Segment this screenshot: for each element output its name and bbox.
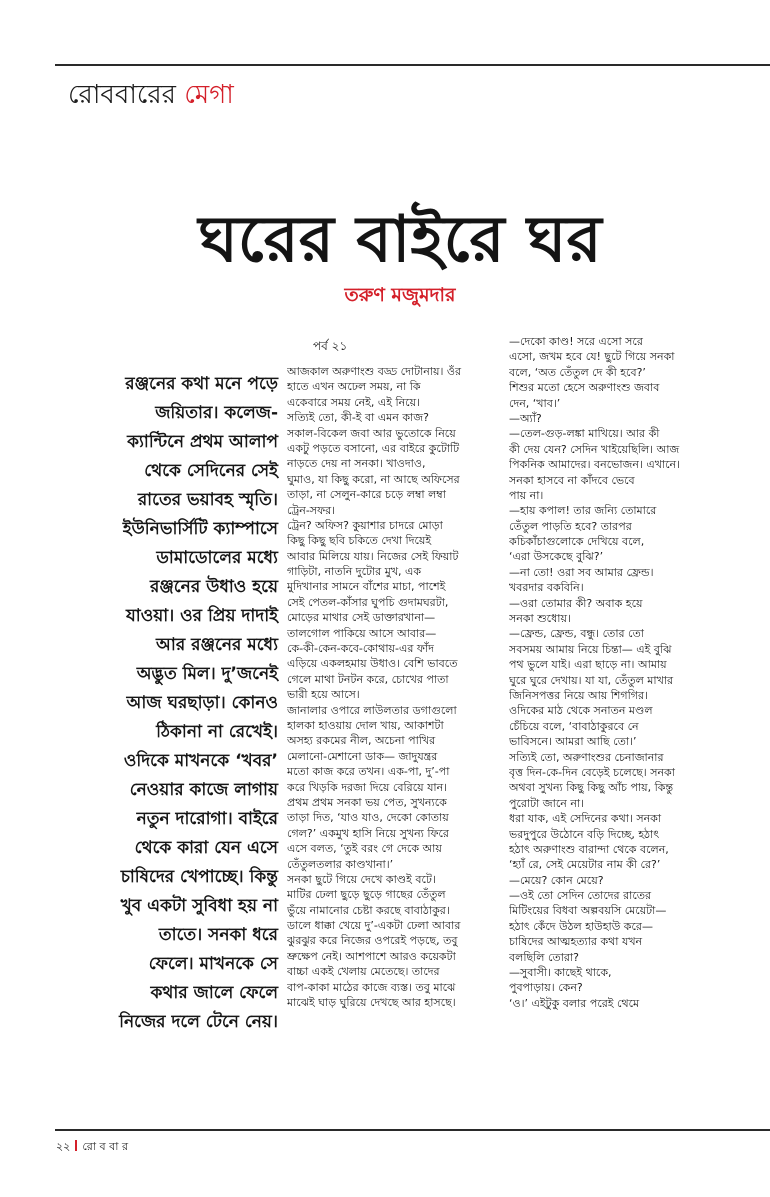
pullquote-line: ওদিকে মাখনকে ‘খবর’ [123, 751, 278, 771]
body-text-line: সনকা ছুটে গিয়ে দেখে কাণ্ডই বটে। [287, 872, 436, 886]
pullquote-line: যাওয়া। ওর প্রিয় দাদাই [125, 606, 278, 626]
footer-rule [55, 1129, 770, 1131]
body-text-line: গেল?’ একমুখ হাসি নিয়ে সুখন্য ফিরে [287, 826, 449, 840]
body-text-line: তাড়া দিত, ‘যাও যাও, দেকো কোতায় [287, 811, 449, 825]
pullquote-line: জয়িতার। কলেজ- [155, 403, 278, 423]
body-text-line: চাষিদের আত্মহত্যার কথা যখন [509, 935, 643, 949]
body-text-line: —ওই তো সেদিন তোদের রাতের [509, 889, 652, 903]
body-text-line: একটু পড়তে বসানো, এর বাইরে কুটোটি [287, 441, 460, 455]
body-text-line: হঠাৎ কেঁদে উঠল হাউহাউ করে— [509, 919, 653, 933]
pullquote-line: তাতে। সনকা ধরে [158, 925, 278, 945]
body-text-line: —দেকো কাণ্ড! সরে এসো সরে [509, 335, 643, 348]
pullquote-line: রঞ্জনের কথা মনে পড়ে [125, 374, 278, 394]
footer-divider [75, 1140, 77, 1151]
body-text-line: অথবা সুখন্য কিছু কিছু আঁচ পায়, কিন্তু [509, 781, 674, 795]
body-text-line: জানালার ওপারে লাউলতার ডগাগুলো [287, 703, 457, 717]
pullquote-line: অদ্ভুত মিল। দু’জনেই [136, 664, 278, 684]
body-text-line: আবার মিলিয়ে যায়। নিজের সেই ফিয়াট [287, 549, 459, 563]
body-text-line: বলে, ‘অত তেঁতুল দে কী হবে?’ [509, 365, 646, 379]
body-text-line: সবসময় আমায় নিয়ে চিন্তা— এই বুঝি [509, 642, 672, 656]
body-text-line: পুবপাড়ায়। কেন? [509, 981, 583, 995]
top-rule [55, 64, 770, 66]
body-text-line: কিছু কিছু ছবি চকিতে দেখা দিয়েই [287, 534, 432, 548]
body-text-line: কচিকাঁচাগুলোকে দেখিয়ে বলে, [509, 535, 645, 549]
body-text-line: কে-কী-কেন-কবে-কোথায়-এর ফাঁদ [287, 642, 434, 656]
body-text-line: —তেল-গুড়-লঙ্কা মাখিয়ে। আর কী [509, 427, 660, 441]
body-text-line: মাঝেই ঘাড় ঘুরিয়ে দেখছে আর হাসছে। [287, 996, 456, 1010]
body-text-line: জিনিসপত্তর নিয়ে আয় শিগগির। [509, 688, 648, 702]
body-text-line: আজকাল অরুণাংশু বড্ড দোটানায়। ওঁর [287, 365, 462, 378]
body-text-line: পিকনিক আমাদের। বনভোজন। এখানে। [509, 458, 681, 472]
body-text-line: ভ্রুক্ষেপ নেই। আশপাশে আরও কয়েকটা [287, 949, 456, 963]
body-text-line: প্রথম প্রথম সনকা ভয় পেত, সুখন্যকে [287, 795, 447, 809]
pullquote-line: ডামাডোলের মধ্যে [156, 548, 278, 568]
body-text-line: ‘হ্যাঁ রে, সেই মেয়েটার নাম কী রে?’ [509, 858, 661, 872]
body-text-line: সনকা শুধোয়। [509, 612, 571, 626]
body-text-line: তাড়া, না সেলুন-কারে চড়ে লম্বা লম্বা [287, 488, 446, 502]
pullquote-line: কথার জালে ফেলে [150, 983, 278, 1003]
body-text-line: মাটির ঢেলা ছুড়ে ছুড়ে গাছের তেঁতুল [287, 888, 446, 902]
body-text-line: ভুঁয়ে নামানোর চেষ্টা করছে বাবাঠাকুর। [287, 903, 450, 917]
body-text-line: ঝুরঝুর করে নিজের ওপরেই পড়ছে, তবু [287, 934, 458, 948]
pullquote-line: আর রঞ্জনের মধ্যে [156, 635, 278, 655]
body-text-line: —সুবাসী। কাছেই থাকে, [509, 966, 612, 980]
body-text-line: গেলে মাথা টনটন করে, চোখের পাতা [287, 672, 449, 686]
body-text-line: চেঁচিয়ে বলে, ‘বাবাঠাকুরবে নে [509, 719, 639, 733]
pullquote-line: খুব একটা সুবিধা হয় না [120, 896, 278, 916]
pullquote-line: ফেলে। মাখনকে সে [148, 954, 278, 974]
body-text-line: সত্যিই তো, অরুণাংশুর চেনাজানার [509, 750, 664, 764]
body-text-line: এসে বলত, ‘তুই বরং গে দেকে আয় [287, 842, 442, 856]
body-text-line: ট্রেন-সফর। [287, 503, 336, 517]
section-header-main: রোববারের [68, 80, 176, 110]
body-column-right [509, 334, 731, 1011]
pullquote-line: আজ ঘরছাড়া। কোনও [126, 693, 278, 713]
body-text-line: এড়িয়ে একলহমায় উধাও। বেশি ভাবতে [287, 657, 458, 671]
body-text-line: বাচ্চা একই খেলায় মেতেছে। তাদের [287, 965, 440, 979]
body-text-line: খবরদার বকবিনি। [509, 581, 584, 595]
body-text-line: এসো, জখম হবে যে! ছুটে গিয়ে সনকা [509, 350, 675, 364]
body-text-line: পায় না। [509, 488, 544, 502]
pullquote-line: চাষিদের খেপাচ্ছে। কিন্তু [120, 867, 278, 887]
body-text-line: ভারী হয়ে আসে। [287, 688, 360, 702]
body-text-line: ওদিকের মাঠ থেকে সনাতন মণ্ডল [509, 704, 653, 718]
body-text-line: হাতে এখন অঢেল সময়, না কি [287, 380, 421, 394]
body-text-line: তালগোল পাকিয়ে আসে আবার— [287, 626, 437, 640]
body-text-line: নাড়তে দেয় না সনকা। খাওদাও, [287, 457, 426, 471]
body-text-line: সনকা হাসবে না কাঁদবে ভেবে [509, 473, 635, 487]
pullquote-line: নেওয়ার কাজে লাগায় [129, 780, 278, 800]
body-text-line: করে খিড়কি দরজা দিয়ে বেরিয়ে যান। [287, 780, 448, 794]
body-text-line: —অ্যাঁ? [509, 411, 542, 425]
magazine-name: রো ব বা র [82, 1140, 128, 1153]
body-text-line: হালকা হাওয়ায় দোল খায়, আকাশটা [287, 718, 444, 732]
pullquote-line: ইউনিভার্সিটি ক্যাম্পাসে [122, 519, 278, 539]
body-text-line: পুরোটা জানে না। [509, 796, 585, 810]
body-text-line: তেঁতুলতলার কাণ্ডখানা।’ [287, 857, 394, 871]
section-header [68, 78, 234, 112]
synopsis-pullquote [80, 370, 278, 1037]
body-text-line: তেঁতুল পাড়তি হবে? তারপর [509, 519, 632, 533]
body-text-line: গাড়িটা, নাতনি দুটোর মুখ, এক [287, 565, 422, 579]
body-text-line: ভরদুপুরে উঠোনে বড়ি দিচ্ছে, হঠাৎ [509, 827, 660, 841]
body-text-line: দেন, ‘খাব।’ [509, 396, 561, 410]
body-text-line: ধরা যাক, এই সেদিনের কথা। সনকা [509, 812, 662, 826]
body-text-line: —না তো! ওরা সব আমার ফ্রেন্ড। [509, 565, 654, 579]
body-text-line: —হায় কপাল! তার জন্যি তোমারে [509, 504, 657, 518]
pullquote-line: রাতের ভয়াবহ স্মৃতি। [137, 490, 278, 510]
body-text-line: সেই পেতল-কাঁসার ঘুপচি গুদামঘরটা, [287, 595, 449, 609]
body-text-line: —ফ্রেন্ড, ফ্রেন্ড, বন্ধু। তোর তো [509, 627, 644, 641]
body-text-line: ট্রেন? অফিস? কুয়াশার চাদরে মোড়া [287, 518, 443, 532]
body-text-line: অসহ্য রকমের নীল, অচেনা পাখির [287, 734, 436, 748]
body-text-line: বৃত্ত দিন-কে-দিন বেড়েই চলেছে। সনকা [509, 765, 675, 779]
page-footer [56, 1139, 128, 1155]
page-number: ২২ [56, 1140, 71, 1153]
body-text-line: ডালে ধাক্কা খেয়ে দু’-একটা ঢেলা আবার [287, 919, 461, 933]
body-text-line: কী দেয় যেন? সেদিন খাইয়েছিলি। আজ [509, 442, 680, 456]
pullquote-line: রঞ্জনের উধাও হয়ে [149, 577, 278, 597]
body-text-line: ঘুরে ঘুরে দেখায়। যা যা, তেঁতুল মাখার [509, 673, 674, 687]
body-text-line: মিটিংয়ের বিধবা অল্পবয়সি মেয়েটা— [509, 904, 667, 918]
pullquote-line: ক্যান্টিনে প্রথম আলাপ [127, 432, 278, 452]
body-text-line: মেলানো-মেশানো ডাক— জাদুযন্ত্রর [287, 749, 438, 763]
part-label: পর্ব ২১ [313, 339, 348, 353]
body-text-line: সকাল-বিকেল জবা আর ভুতোকে নিয়ে [287, 426, 456, 440]
pullquote-line: ঠিকানা না রেখেই। [156, 722, 278, 742]
body-text-line: বলছিলি তোরা? [509, 950, 579, 964]
body-text-line: —মেয়ে? কোন মেয়ে? [509, 873, 604, 887]
pullquote-line: থেকে সেদিনের সেই [144, 461, 278, 481]
author-byline: তরুণ মজুমদার [344, 284, 456, 306]
body-text-line: মতো কাজ করে তখন। এক-পা, দু’-পা [287, 765, 450, 779]
pullquote-line: থেকে কারা যেন এসে [134, 838, 278, 858]
body-text-line: ‘এরা উসকেছে বুঝি?’ [509, 550, 604, 564]
body-text-line: হঠাৎ অরুণাংশু বারান্দা থেকে বলেন, [509, 842, 669, 856]
section-header-accent: মেগা [184, 80, 234, 110]
body-text-line: একেবারে সময় নেই, এই নিয়ে। [287, 395, 420, 409]
body-text-line: ‘ও।’ এইটুকু বলার পরেই থেমে [509, 996, 640, 1010]
body-column-middle [287, 364, 500, 1010]
body-text-line: —ওরা তোমার কী? অবাক হয়ে [509, 596, 643, 610]
body-text-line: ঘুমাও, যা কিছু করো, না আছে অফিসের [287, 472, 460, 486]
body-text-line: সত্যিই তো, কী-ই বা এমন কাজ? [287, 411, 429, 425]
body-text-line: বাপ-কাকা মাঠের কাজে ব্যস্ত। তবু মাঝে [287, 980, 456, 994]
body-text-line: পথ ভুলে যাই। এরা ছাড়ে না। আমায় [509, 658, 667, 672]
body-text-line: মুদিখানার সামনে বাঁশের মাচা, পাশেই [287, 580, 446, 594]
pullquote-line: নতুন দারোগা। বাইরে [136, 809, 278, 829]
body-text-line: মোড়ের মাথার সেই ডাক্তারখানা— [287, 611, 436, 625]
body-text-line: শিশুর মতো হেসে অরুণাংশু জবাব [509, 381, 660, 395]
body-text-line: ভাবিসনে। আমরা আছি তো।’ [509, 735, 637, 749]
pullquote-line: নিজের দলে টেনে নেয়। [119, 1012, 278, 1032]
article-headline: ঘরের বাইরে ঘর [198, 202, 602, 277]
